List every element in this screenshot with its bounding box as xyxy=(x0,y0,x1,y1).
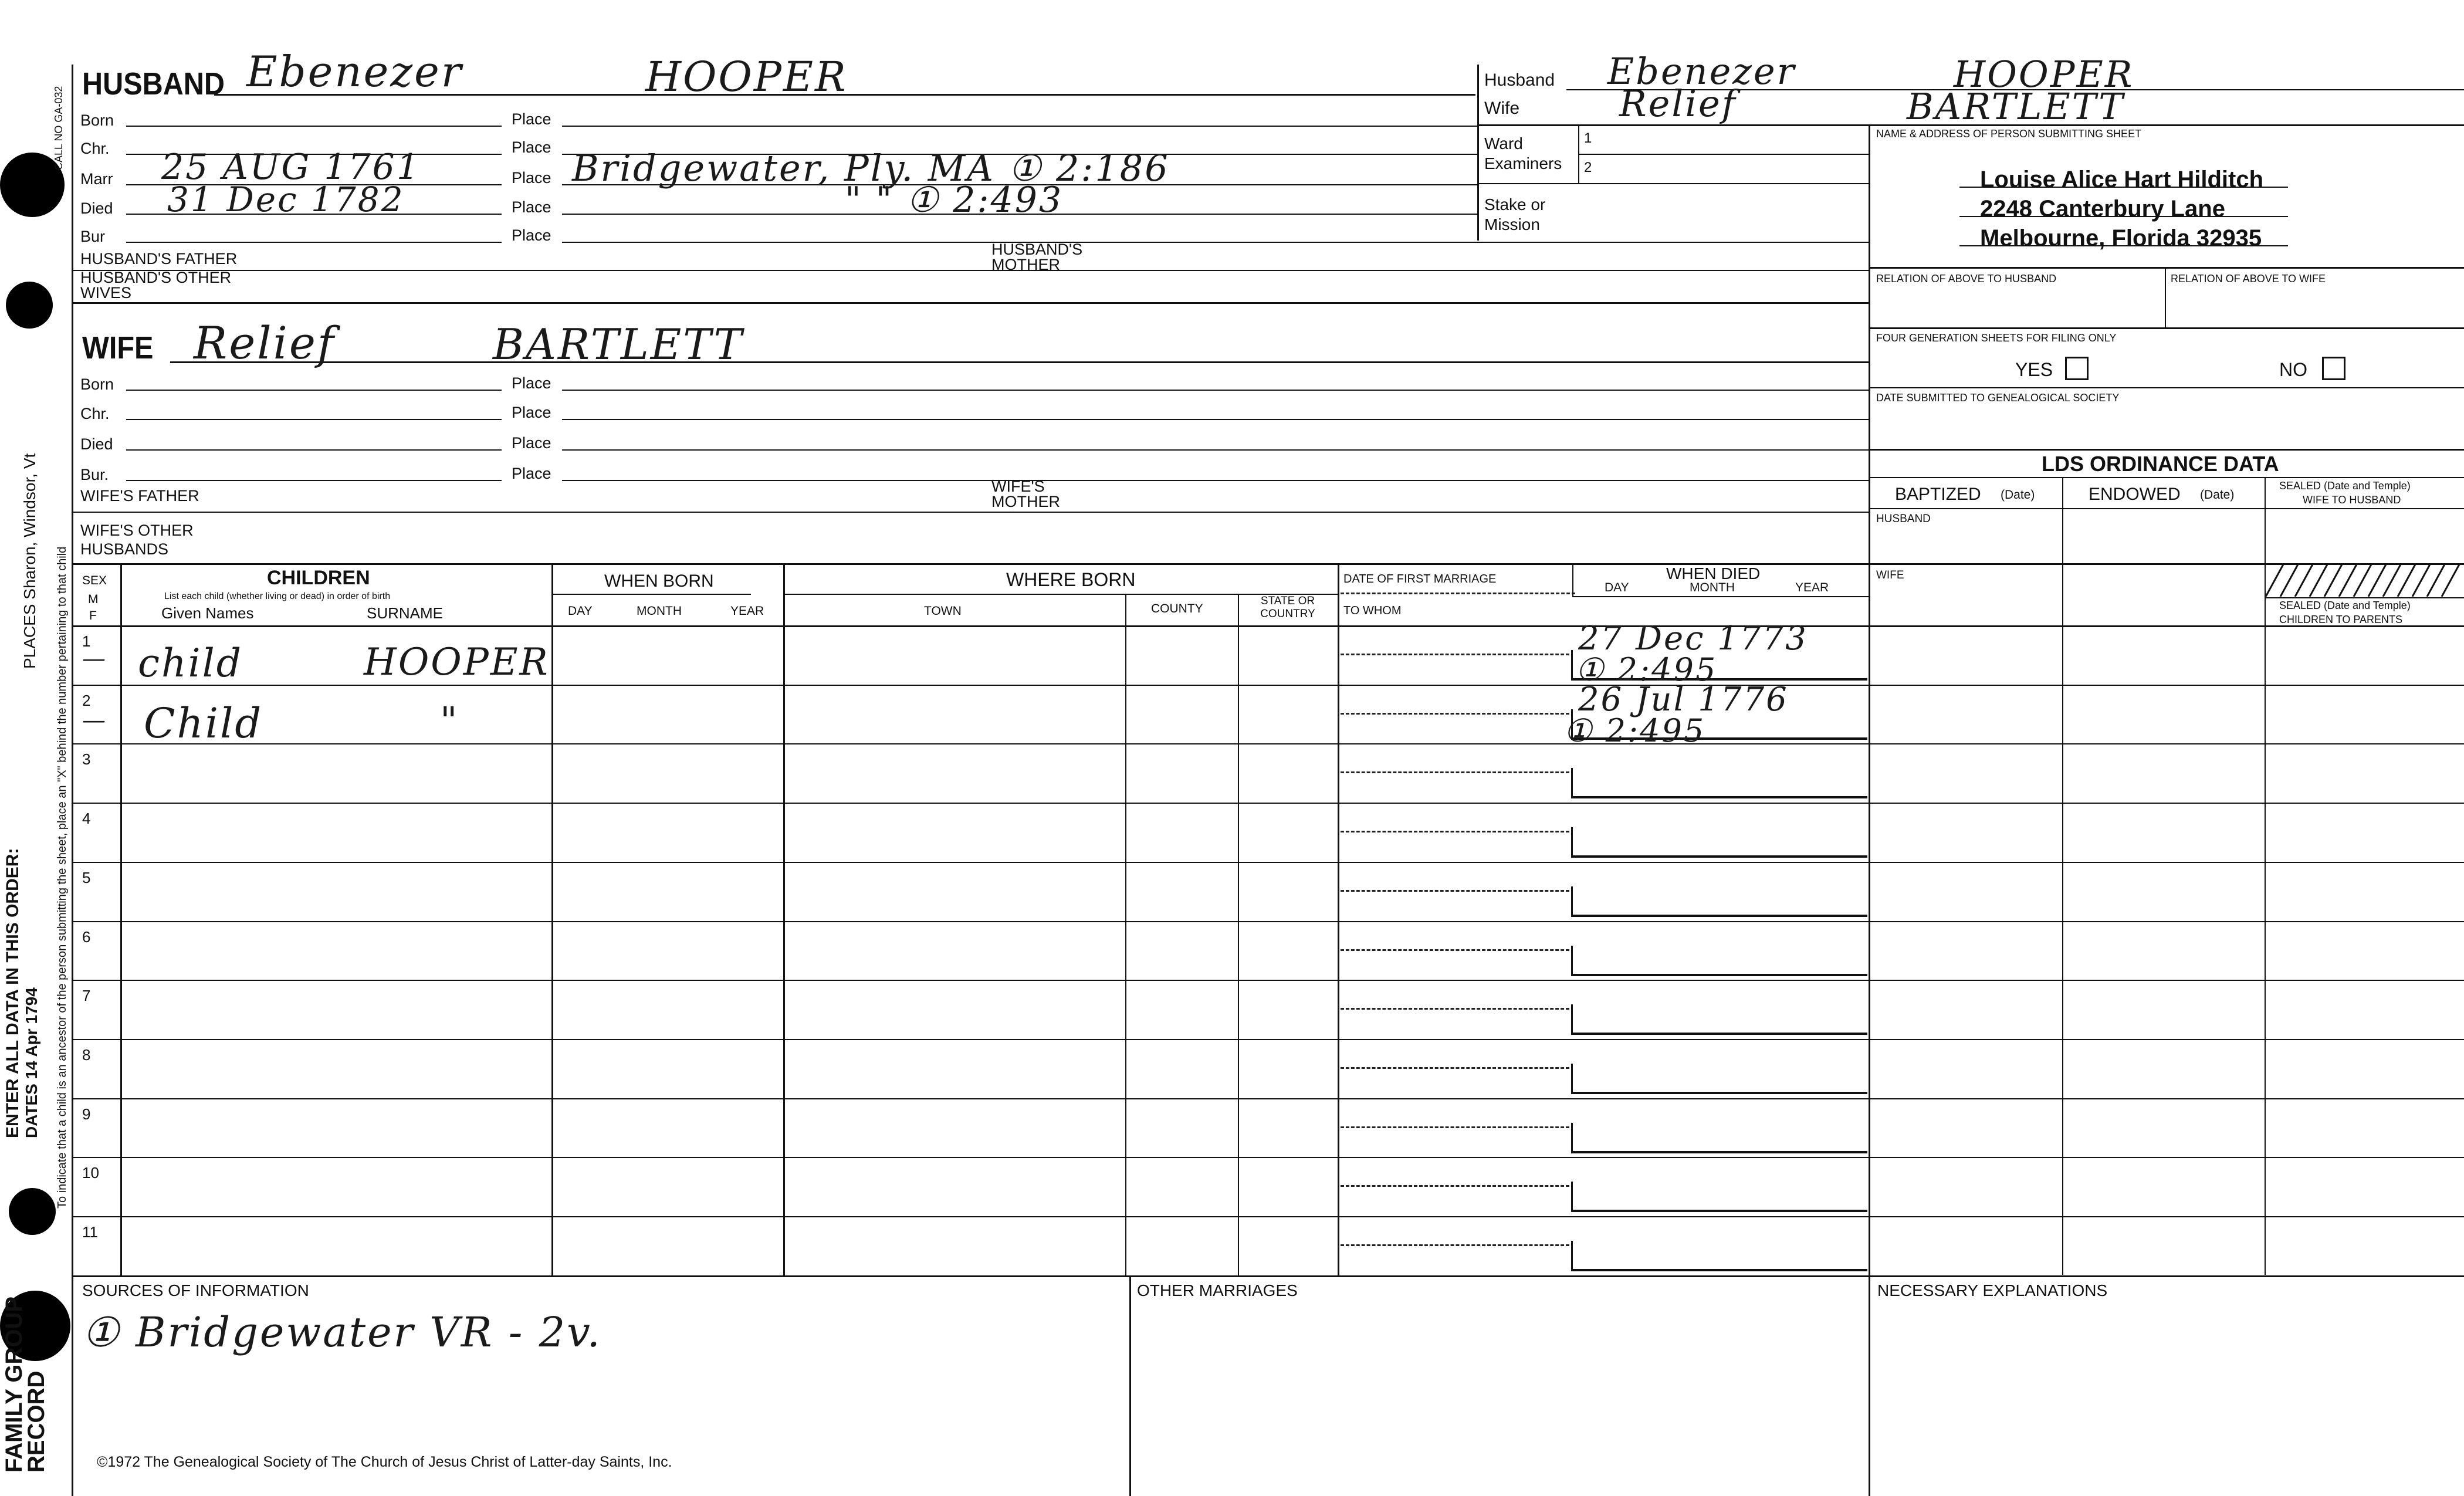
child-2-sex[interactable]: — xyxy=(82,707,107,734)
husband-bur-line xyxy=(126,242,502,243)
husband-marr-label: Marr xyxy=(80,170,113,188)
submitter-city: Melbourne, Florida 32935 xyxy=(1980,225,2262,251)
child-row-number: 2 xyxy=(82,691,91,709)
col-d-year: YEAR xyxy=(1795,581,1829,594)
wife-died-place-line xyxy=(562,449,1870,451)
ward-husband-surname[interactable]: HOOPER xyxy=(1954,53,2134,96)
col-where-born: WHERE BORN xyxy=(1006,569,1136,590)
date-submitted-label: DATE SUBMITTED TO GENEALOGICAL SOCIETY xyxy=(1876,392,2120,404)
lds-baptized-date: (Date) xyxy=(2001,488,2035,502)
col-d-month: MONTH xyxy=(1690,581,1735,594)
child-row-line xyxy=(72,1098,1870,1099)
husband-died-place-label: Place xyxy=(512,198,551,216)
children-table-bottom xyxy=(72,1275,2464,1277)
relation-bottom xyxy=(1869,327,2464,329)
ward-husband-label: Husband xyxy=(1484,70,1555,90)
lds-endowed: ENDOWED xyxy=(2089,485,2181,504)
dates-note: DATES 14 Apr 1794 xyxy=(22,987,40,1138)
col-to-whom: TO WHOM xyxy=(1343,604,1402,617)
husband-label: HUSBAND xyxy=(82,66,225,101)
child-row-number: 5 xyxy=(82,868,91,886)
child-died-bracket xyxy=(1571,1004,1867,1035)
col-sex-f: F xyxy=(89,609,97,622)
child-died-bracket xyxy=(1571,1123,1867,1153)
col-sex: SEX xyxy=(82,574,107,587)
col-d-day: DAY xyxy=(1605,581,1629,594)
sealed-children-line xyxy=(2265,597,2464,598)
husband-born-place-label: Place xyxy=(512,110,551,128)
relation-wife-label: RELATION OF ABOVE TO WIFE xyxy=(2171,273,2326,285)
lds-heading-line xyxy=(1869,477,2464,478)
child-2-died[interactable]: 26 Jul 1776 xyxy=(1578,681,1789,719)
wife-born-place-label: Place xyxy=(512,374,551,392)
child-marriage-dash xyxy=(1341,654,1569,655)
child-marriage-dash xyxy=(1341,890,1569,892)
explanations-label: NECESSARY EXPLANATIONS xyxy=(1877,1281,2108,1299)
child-marriage-dash xyxy=(1341,1008,1569,1010)
husband-surname[interactable]: HOOPER xyxy=(645,53,848,101)
wife-chr-line xyxy=(126,419,502,420)
children-subhead-line xyxy=(551,594,751,595)
col-div-sex xyxy=(120,563,122,1276)
child-row-line xyxy=(72,921,1870,922)
husband-born-line xyxy=(126,126,502,127)
child-2-surname[interactable]: " xyxy=(440,699,459,743)
col-year: YEAR xyxy=(730,604,764,618)
wife-died-label: Died xyxy=(80,435,113,453)
col-when-born: WHEN BORN xyxy=(604,571,714,591)
lds-sealed-children: SEALED (Date and Temple) xyxy=(2279,600,2411,611)
child-1-sex[interactable]: — xyxy=(82,645,107,672)
child-marriage-dash xyxy=(1341,1067,1569,1069)
submitter-line-1 xyxy=(1959,187,2288,188)
yes-checkbox[interactable] xyxy=(2065,357,2089,380)
wife-mother-label: WIFE'S MOTHER xyxy=(991,478,1060,510)
wife-born-place-line xyxy=(562,390,1870,391)
relation-husband-label: RELATION OF ABOVE TO HUSBAND xyxy=(1876,273,2057,285)
husband-block-bottom xyxy=(72,302,1870,304)
lds-sealed-wife: SEALED (Date and Temple) xyxy=(2279,480,2411,492)
husband-bur-label: Bur xyxy=(80,228,106,245)
child-row-line xyxy=(72,1039,1870,1040)
ward-ex1: 1 xyxy=(1584,130,1592,146)
child-2-died-ref[interactable]: ① 2:495 xyxy=(1563,712,1706,749)
husband-marr-date[interactable]: 25 AUG 1761 xyxy=(161,147,421,188)
child-died-bracket xyxy=(1571,827,1867,858)
submitter-heading: NAME & ADDRESS OF PERSON SUBMITTING SHEET xyxy=(1876,128,2142,140)
relation-divider xyxy=(2165,267,2166,329)
lds-row-line xyxy=(1869,803,2464,804)
divider-ward xyxy=(1477,65,1479,241)
husband-born-label: Born xyxy=(80,111,114,129)
submitter-line-3 xyxy=(1959,245,2288,246)
col-surname: SURNAME xyxy=(367,604,444,622)
child-row-number: 11 xyxy=(82,1223,98,1241)
ward-examiners-label: Ward Examiners xyxy=(1484,134,1562,172)
ward-ex-mid xyxy=(1578,154,1869,155)
ancestor-note: To indicate that a child is an ancestor of the person submitting the sheet, place an "X" behind the number pertaining to that child xyxy=(56,546,69,1209)
wife-name-line xyxy=(170,361,1870,363)
ward-ex2: 2 xyxy=(1584,160,1592,175)
ward-wife-surname[interactable]: BARTLETT xyxy=(1907,85,2125,128)
husband-marr-place-label: Place xyxy=(512,169,551,187)
child-died-bracket xyxy=(1571,1241,1867,1271)
husband-bur-place-label: Place xyxy=(512,226,551,244)
col-town: TOWN xyxy=(924,604,962,618)
lds-sealed-children2: CHILDREN TO PARENTS xyxy=(2279,614,2403,625)
lds-row-line xyxy=(1869,921,2464,922)
husband-mother-label: HUSBAND'S MOTHER xyxy=(991,241,1083,273)
col-day: DAY xyxy=(568,604,593,618)
sources-label: SOURCES OF INFORMATION xyxy=(82,1281,309,1299)
lds-div-2 xyxy=(2265,477,2266,1275)
wife-chr-place-line xyxy=(562,419,1870,420)
wife-bur-place-label: Place xyxy=(512,465,551,482)
punch-hole-3 xyxy=(9,1188,56,1235)
husband-died-label: Died xyxy=(80,199,113,217)
col-div-where xyxy=(783,563,785,1276)
col-sex-m: M xyxy=(88,593,99,606)
child-died-bracket xyxy=(1571,1064,1867,1094)
lds-row-line xyxy=(1869,1039,2464,1040)
enter-note: ENTER ALL DATA IN THIS ORDER: xyxy=(3,848,22,1138)
husband-born-place-line xyxy=(562,126,1477,127)
sealed-hatch xyxy=(2266,564,2464,597)
child-marriage-dash xyxy=(1341,713,1569,715)
ward-ex-bottom xyxy=(1477,183,1869,184)
wife-label: WIFE xyxy=(82,330,154,365)
wife-father-label: WIFE'S FATHER xyxy=(80,487,199,505)
husband-parents-line xyxy=(72,270,1870,271)
col-state: STATE OR COUNTRY xyxy=(1260,595,1315,620)
date-submitted-bottom xyxy=(1869,449,2464,451)
child-died-bracket xyxy=(1571,768,1867,798)
child-marriage-dash xyxy=(1341,1126,1569,1128)
wife-chr-place-label: Place xyxy=(512,404,551,421)
wife-died-place-label: Place xyxy=(512,434,551,452)
submitter-name: Louise Alice Hart Hilditch xyxy=(1980,167,2264,192)
four-gen-bottom xyxy=(1869,387,2464,388)
husband-father-label: HUSBAND'S FATHER xyxy=(80,250,238,268)
lds-heading: LDS ORDINANCE DATA xyxy=(2042,452,2279,476)
punch-hole-2 xyxy=(6,282,53,329)
footer-div-1 xyxy=(1129,1275,1131,1496)
wife-bur-label: Bur. xyxy=(80,466,109,483)
ward-wife-label: Wife xyxy=(1484,99,1519,118)
call-no: CALL NO GA-032 xyxy=(53,86,65,170)
husband-bur-place-line xyxy=(562,242,1870,243)
child-row-line xyxy=(72,1157,1870,1158)
child-row-line xyxy=(72,1216,1870,1217)
child-row-number: 1 xyxy=(82,632,91,650)
child-1-died-ref[interactable]: ① 2:495 xyxy=(1575,651,1718,688)
child-died-bracket xyxy=(1571,886,1867,917)
child-marriage-dash xyxy=(1341,1185,1569,1187)
divider-right-column xyxy=(1869,126,1870,1496)
col-children: CHILDREN xyxy=(267,567,370,589)
wife-bur-line xyxy=(126,480,502,481)
col-div-born xyxy=(551,563,553,1276)
child-1-given[interactable]: child xyxy=(138,641,243,686)
wife-born-line xyxy=(126,390,502,391)
ward-wife-line xyxy=(1477,124,2464,126)
when-died-line xyxy=(1572,596,1869,597)
col-div-county xyxy=(1125,594,1126,1276)
lds-row-line xyxy=(1869,862,2464,863)
lds-baptized: BAPTIZED xyxy=(1895,485,1981,504)
col-when-died: WHEN DIED xyxy=(1666,564,1761,583)
lds-row-line xyxy=(1869,685,2464,686)
child-marriage-dash xyxy=(1341,771,1569,773)
lds-row-line xyxy=(1869,743,2464,744)
col-given: Given Names xyxy=(161,604,254,622)
wife-given-name[interactable]: Relief xyxy=(194,317,336,369)
husband-chr-place-label: Place xyxy=(512,138,551,156)
lds-col-head-line xyxy=(1869,508,2464,509)
child-2-given[interactable]: Child xyxy=(144,699,263,747)
other-marriages-label: OTHER MARRIAGES xyxy=(1137,1281,1298,1299)
wife-other-husbands-label: WIFE'S OTHER HUSBANDS xyxy=(80,522,194,558)
col-children-instruction: List each child (whether living or dead) in order of birth xyxy=(164,591,391,601)
child-row-line xyxy=(72,862,1870,863)
stake-label: Stake or Mission xyxy=(1484,195,1546,233)
lds-sealed-wife2: WIFE TO HUSBAND xyxy=(2303,494,2401,506)
child-row-number: 10 xyxy=(82,1164,99,1182)
husband-died-place[interactable]: " " ① 2:493 xyxy=(845,180,1064,221)
form-title: FAMILY GROUP RECORD xyxy=(1,1297,49,1473)
left-border xyxy=(72,65,73,1496)
lds-wife: WIFE xyxy=(1876,569,1904,581)
copyright: ©1972 The Genealogical Society of The Church of Jesus Christ of Latter-day Saints, Inc. xyxy=(97,1454,672,1470)
child-died-bracket xyxy=(1571,946,1867,976)
col-first-marriage: DATE OF FIRST MARRIAGE xyxy=(1343,573,1497,585)
col-div-marriage xyxy=(1338,563,1339,1276)
children-header-bottom xyxy=(72,625,2464,627)
child-marriage-dash xyxy=(1341,831,1569,832)
ward-wife-given[interactable]: Relief xyxy=(1619,82,1737,125)
lds-row-line xyxy=(1869,1157,2464,1158)
husband-given-name[interactable]: Ebenezer xyxy=(246,47,463,96)
col-county: COUNTY xyxy=(1151,602,1203,615)
wife-parents-line xyxy=(72,512,1870,513)
col-month: MONTH xyxy=(637,604,682,618)
child-row-number: 8 xyxy=(82,1045,91,1064)
source-1[interactable]: ① Bridgewater VR - 2v. xyxy=(82,1308,602,1356)
child-row-number: 6 xyxy=(82,928,91,946)
yes-label: YES xyxy=(2015,359,2053,380)
wife-born-label: Born xyxy=(80,375,114,393)
wife-chr-label: Chr. xyxy=(80,405,110,422)
lds-row-line xyxy=(1869,1098,2464,1099)
wife-block-bottom xyxy=(72,563,1870,565)
husband-other-wives-label: HUSBAND'S OTHER WIVES xyxy=(80,269,232,302)
submitter-street: 2248 Canterbury Lane xyxy=(1980,196,2225,222)
no-checkbox[interactable] xyxy=(2322,357,2345,380)
places-note: PLACES Sharon, Windsor, Vt xyxy=(21,453,39,669)
child-1-died[interactable]: 27 Dec 1773 xyxy=(1578,620,1808,658)
child-marriage-dash xyxy=(1341,949,1569,951)
child-died-bracket xyxy=(1571,1182,1867,1212)
child-row-line xyxy=(72,803,1870,804)
lds-husband: HUSBAND xyxy=(1876,513,1931,525)
lds-div-1 xyxy=(2062,477,2063,1275)
col-marriage-dash xyxy=(1341,593,1575,594)
wife-surname[interactable]: BARTLETT xyxy=(493,320,744,369)
child-row-number: 3 xyxy=(82,750,91,769)
four-gen-label: FOUR GENERATION SHEETS FOR FILING ONLY xyxy=(1876,332,2117,344)
husband-chr-label: Chr. xyxy=(80,140,110,157)
no-label: NO xyxy=(2279,359,2307,380)
lds-endowed-date: (Date) xyxy=(2200,488,2235,502)
ward-husband-given[interactable]: Ebenezer xyxy=(1607,50,1796,93)
submitter-line-2 xyxy=(1959,216,2288,217)
wife-bur-place-line xyxy=(562,480,1870,481)
wife-died-line xyxy=(126,449,502,451)
col-div-state xyxy=(1238,594,1239,1276)
husband-marr-place[interactable]: Bridgewater, Ply. MA ① 2:186 xyxy=(572,147,1170,189)
child-row-number: 9 xyxy=(82,1105,91,1123)
where-subhead-line xyxy=(783,594,1338,595)
child-row-number: 7 xyxy=(82,987,91,1005)
submitter-bottom xyxy=(1869,267,2464,269)
child-marriage-dash xyxy=(1341,1244,1569,1246)
husband-died-date[interactable]: 31 Dec 1782 xyxy=(167,180,405,219)
child-row-line xyxy=(72,980,1870,981)
col-div-died xyxy=(1572,563,1573,596)
lds-row-line xyxy=(1869,1216,2464,1217)
lds-row-line xyxy=(1869,980,2464,981)
child-row-number: 4 xyxy=(82,810,91,828)
child-1-surname[interactable]: HOOPER xyxy=(364,641,550,684)
